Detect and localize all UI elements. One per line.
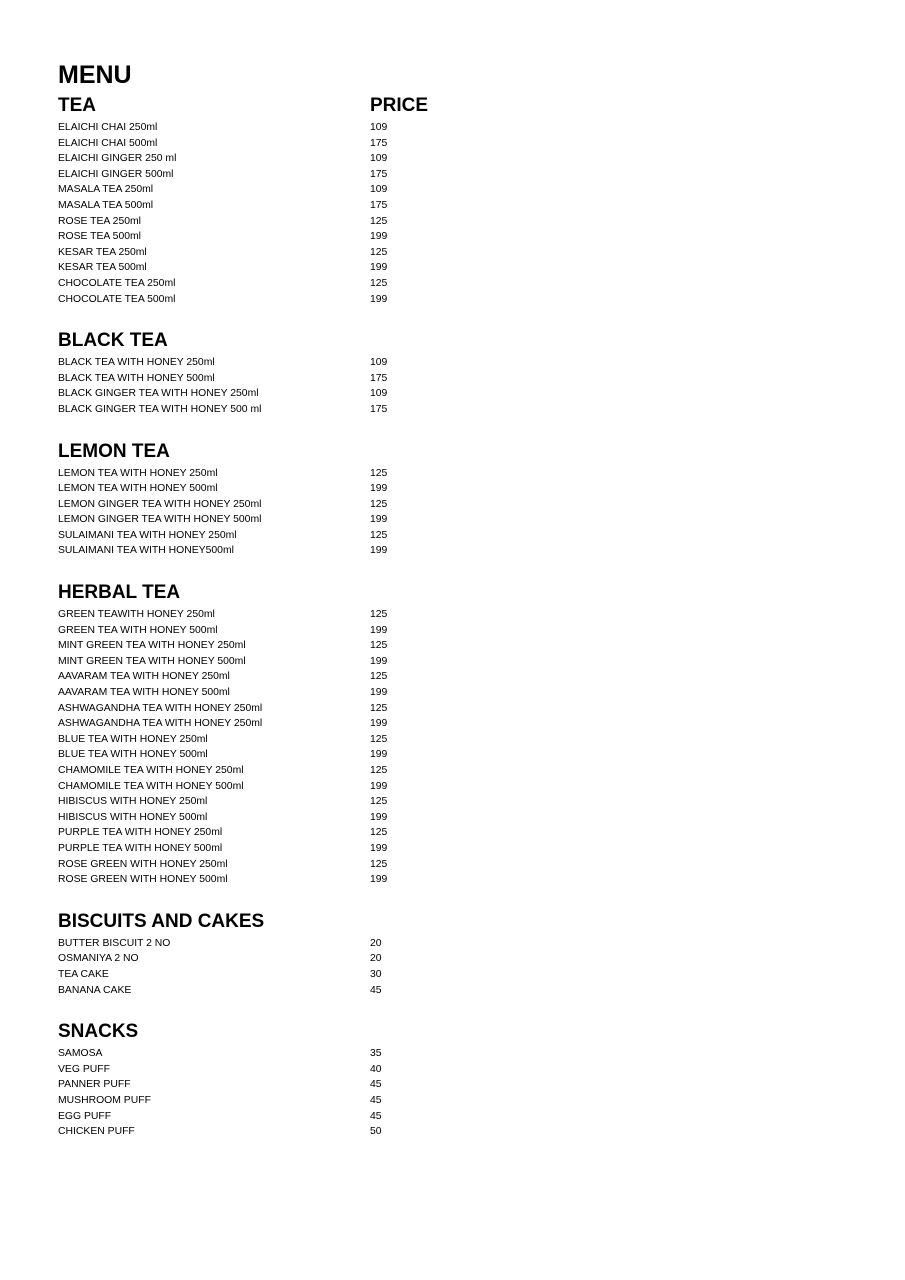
menu-item-row [58,607,848,623]
item-price: 199 [370,483,388,495]
item-name: PURPLE TEA WITH HONEY 250ml [58,827,223,839]
item-price: 175 [370,403,388,415]
item-name: ROSE GREEN WITH HONEY 250ml [58,858,228,870]
item-name: MASALA TEA 500ml [58,199,154,211]
item-price: 125 [370,827,388,839]
menu-sections [58,92,848,1140]
section-heading [58,92,848,120]
item-price: 199 [370,749,388,761]
item-name: MINT GREEN TEA WITH HONEY 250ml [58,640,246,652]
menu-item-row [58,466,848,482]
item-name: CHOCOLATE TEA 500ml [58,293,176,305]
section-heading [58,908,848,936]
item-price: 30 [370,968,382,980]
item-price: 45 [370,1094,382,1106]
item-name: LEMON GINGER TEA WITH HONEY 250ml [58,498,262,510]
menu-page [58,58,848,1140]
item-name: BANANA CAKE [58,984,132,996]
menu-item-row [58,1124,848,1140]
menu-item-row [58,229,848,245]
menu-item-row [58,1077,848,1093]
menu-item-row [58,528,848,544]
item-name: LEMON GINGER TEA WITH HONEY 500ml [58,514,262,526]
item-price: 109 [370,357,388,369]
item-name: CHAMOMILE TEA WITH HONEY 250ml [58,765,244,776]
item-name: ELAICHI GINGER 250 ml [58,153,177,165]
item-price: 125 [370,796,388,808]
section-title: LEMON TEA [58,440,170,462]
price-column-header: PRICE [370,95,429,116]
item-name: BLUE TEA WITH HONEY 500ml [58,749,208,761]
item-name: GREEN TEA WITH HONEY 500ml [58,624,218,636]
item-price: 50 [370,1126,382,1138]
menu-section [58,579,848,888]
item-name: ROSE TEA 250ml [58,215,141,227]
item-name: PANNER PUFF [58,1079,131,1091]
menu-item-row [58,747,848,763]
item-price: 45 [370,1079,382,1091]
item-name: ROSE TEA 500ml [58,231,141,243]
menu-item-row [58,669,848,685]
item-price: 125 [370,529,388,541]
item-price: 175 [370,199,388,211]
item-name: CHOCOLATE TEA 250ml [58,277,176,289]
item-name: BLACK TEA WITH HONEY 250ml [58,357,215,369]
item-price: 175 [370,372,388,384]
menu-item-row [58,386,848,402]
menu-item-row [58,1062,848,1078]
item-name: BUTTER BISCUIT 2 NO [58,937,171,949]
item-price: 175 [370,168,388,180]
menu-item-row [58,276,848,292]
item-name: BLACK GINGER TEA WITH HONEY 500 ml [58,403,262,415]
item-price: 109 [370,153,388,165]
item-name: KESAR TEA 250ml [58,246,147,258]
item-price: 199 [370,780,388,792]
item-price: 109 [370,388,388,400]
menu-section [58,1018,848,1140]
item-name: LEMON TEA WITH HONEY 250ml [58,467,218,479]
item-price: 35 [370,1048,382,1060]
item-price: 125 [370,640,388,652]
item-name: MUSHROOM PUFF [58,1094,151,1106]
item-price: 40 [370,1063,382,1075]
item-name: AAVARAM TEA WITH HONEY 250ml [58,671,230,683]
menu-item-row [58,685,848,701]
item-name: MASALA TEA 250ml [58,184,154,196]
item-price: 199 [370,231,388,243]
menu-item-row [58,497,848,513]
item-price: 199 [370,687,388,699]
item-name: SULAIMANI TEA WITH HONEY 250ml [58,529,237,541]
menu-item-row [58,701,848,717]
item-price: 125 [370,671,388,683]
menu-item-row [58,245,848,261]
item-name: ASHWAGANDHA TEA WITH HONEY 250ml [58,702,263,714]
menu-item-row [58,151,848,167]
section-heading [58,579,848,607]
menu-item-row [58,732,848,748]
item-name: SAMOSA [58,1048,103,1060]
item-price: 199 [370,624,388,636]
item-price: 199 [370,655,388,667]
menu-section [58,327,848,417]
item-price: 45 [370,984,382,996]
item-price: 125 [370,215,388,227]
section-heading [58,1018,848,1046]
menu-item-row [58,654,848,670]
section-title: HERBAL TEA [58,582,181,604]
item-name: BLACK GINGER TEA WITH HONEY 250ml [58,388,259,400]
section-title: TEA [58,95,96,116]
item-price: 125 [370,702,388,714]
item-name: CHAMOMILE TEA WITH HONEY 500ml [58,780,244,792]
item-name: ELAICHI CHAI 500ml [58,137,158,149]
item-price: 125 [370,609,388,621]
menu-item-row [58,543,848,559]
item-price: 125 [370,498,388,510]
item-name: SULAIMANI TEA WITH HONEY500ml [58,545,234,557]
page-title: MENU [58,61,132,89]
menu-item-row [58,136,848,152]
menu-item-row [58,1109,848,1125]
menu-section [58,908,848,998]
item-name: ELAICHI GINGER 500ml [58,168,174,180]
menu-item-row [58,716,848,732]
item-name: KESAR TEA 500ml [58,262,147,274]
item-price: 199 [370,514,388,526]
menu-item-row [58,1093,848,1109]
item-price: 125 [370,858,388,870]
menu-section [58,92,848,307]
menu-item-row [58,763,848,779]
item-price: 199 [370,718,388,730]
item-name: LEMON TEA WITH HONEY 500ml [58,483,218,495]
item-name: BLUE TEA WITH HONEY 250ml [58,733,208,745]
item-name: ELAICHI CHAI 250ml [58,122,158,133]
menu-item-row [58,638,848,654]
menu-item-row [58,120,848,136]
item-name: HIBISCUS WITH HONEY 500ml [58,811,208,823]
menu-item-row [58,198,848,214]
item-price: 199 [370,811,388,823]
item-price: 125 [370,467,388,479]
item-price: 125 [370,277,388,289]
menu-item-row [58,623,848,639]
menu-item-row [58,1046,848,1062]
item-name: ROSE GREEN WITH HONEY 500ml [58,874,228,886]
item-price: 199 [370,262,388,274]
item-price: 199 [370,293,388,305]
item-price: 20 [370,953,382,965]
item-name: HIBISCUS WITH HONEY 250ml [58,796,208,808]
section-title: SNACKS [58,1021,139,1043]
item-price: 109 [370,122,388,133]
item-name: ASHWAGANDHA TEA WITH HONEY 250ml [58,718,263,730]
menu-item-row [58,402,848,418]
item-name: EGG PUFF [58,1110,112,1122]
section-title: BISCUITS AND CAKES [58,910,265,932]
menu-item-row [58,794,848,810]
menu-section [58,438,848,560]
menu-item-row [58,936,848,952]
menu-item-row [58,260,848,276]
menu-item-row [58,779,848,795]
item-price: 45 [370,1110,382,1122]
menu-item-row [58,951,848,967]
item-price: 125 [370,246,388,258]
menu-item-row [58,292,848,308]
item-name: GREEN TEAWITH HONEY 250ml [58,609,215,621]
item-price: 109 [370,184,388,196]
menu-item-row [58,872,848,888]
item-price: 125 [370,765,388,776]
section-heading [58,438,848,466]
section-title: BLACK TEA [58,330,168,352]
menu-item-row [58,481,848,497]
menu-item-row [58,512,848,528]
item-name: BLACK TEA WITH HONEY 500ml [58,372,215,384]
menu-item-row [58,841,848,857]
section-heading [58,327,848,355]
item-name: OSMANIYA 2 NO [58,953,139,965]
item-price: 20 [370,937,382,949]
menu-item-row [58,857,848,873]
menu-item-row [58,355,848,371]
item-price: 175 [370,137,388,149]
menu-item-row [58,371,848,387]
menu-item-row [58,983,848,999]
item-price: 199 [370,874,388,886]
item-price: 125 [370,733,388,745]
item-price: 199 [370,842,388,854]
menu-item-row [58,810,848,826]
item-name: PURPLE TEA WITH HONEY 500ml [58,842,223,854]
menu-item-row [58,214,848,230]
menu-item-row [58,182,848,198]
menu-item-row [58,967,848,983]
item-name: CHICKEN PUFF [58,1126,135,1138]
item-name: MINT GREEN TEA WITH HONEY 500ml [58,655,246,667]
menu-item-row [58,167,848,183]
item-name: VEG PUFF [58,1063,110,1075]
item-name: TEA CAKE [58,968,109,980]
menu-item-row [58,825,848,841]
item-name: AAVARAM TEA WITH HONEY 500ml [58,687,230,699]
item-price: 199 [370,545,388,557]
